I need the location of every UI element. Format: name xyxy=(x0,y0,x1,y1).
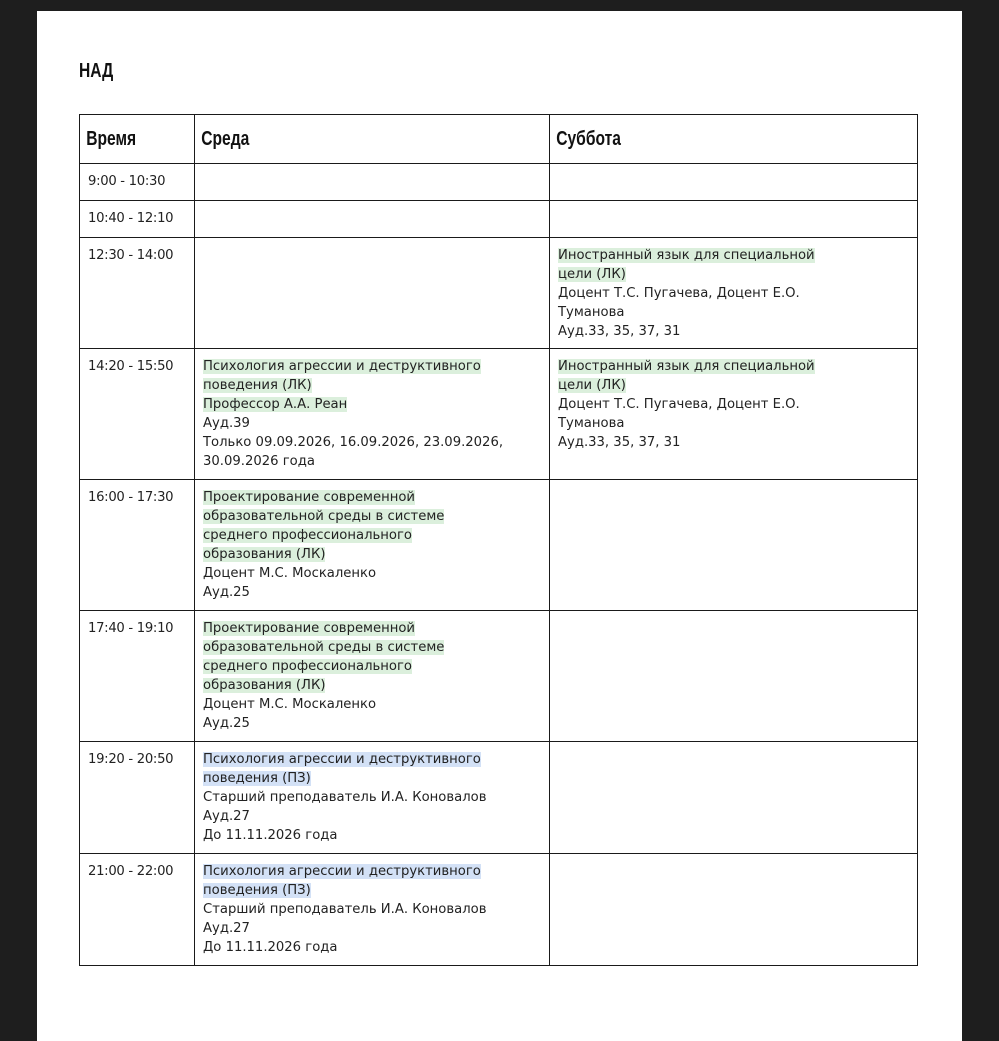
course-name: цели (ЛК) xyxy=(558,377,626,393)
wednesday-cell xyxy=(195,164,550,201)
teacher: Профессор А.А. Реан xyxy=(203,396,348,412)
course-name: Психология агрессии и деструктивного xyxy=(203,359,481,374)
class-entry xyxy=(195,854,549,958)
time-cell xyxy=(80,854,195,966)
saturday-cell xyxy=(550,164,918,201)
time-cell xyxy=(80,201,195,238)
teacher: Старший преподаватель И.А. Коновалов xyxy=(203,901,487,917)
course-name: Иностранный язык для специальной xyxy=(558,248,815,263)
header-cell-saturday xyxy=(550,115,918,164)
saturday-cell xyxy=(550,742,918,854)
time-slot: 14:20 - 15:50 xyxy=(88,359,174,374)
teacher: Доцент Т.С. Пугачева, Доцент Е.О. xyxy=(558,396,800,412)
header-time-label: Время xyxy=(86,128,137,150)
time-slot: 19:20 - 20:50 xyxy=(88,752,174,767)
course-name: Иностранный язык для специальной xyxy=(558,359,815,374)
document-title: НАД xyxy=(79,60,114,82)
table-row xyxy=(80,854,918,966)
time-slot: 17:40 - 19:10 xyxy=(88,621,174,636)
teacher: Доцент Т.С. Пугачева, Доцент Е.О. xyxy=(558,285,800,301)
class-entry xyxy=(550,238,917,342)
table-row xyxy=(80,480,918,611)
time-cell xyxy=(80,480,195,611)
course-name: Проектирование современной xyxy=(203,621,415,636)
room: Ауд.25 xyxy=(203,715,250,731)
header-saturday-label: Суббота xyxy=(556,128,621,150)
saturday-cell xyxy=(550,854,918,966)
time-slot: 10:40 - 12:10 xyxy=(88,211,174,226)
room: Ауд.27 xyxy=(203,808,250,824)
saturday-cell xyxy=(550,611,918,742)
course-name: поведения (ЛК) xyxy=(203,377,312,393)
table-row xyxy=(80,201,918,238)
class-entry xyxy=(195,480,549,602)
date-note: 30.09.2026 года xyxy=(203,453,315,469)
time-cell xyxy=(80,164,195,201)
time-cell xyxy=(80,611,195,742)
course-name: образования (ЛК) xyxy=(203,677,326,693)
course-name: образовательной среды в системе xyxy=(203,639,445,655)
course-name: среднего профессионального xyxy=(203,527,412,543)
table-row xyxy=(80,164,918,201)
saturday-cell xyxy=(550,238,918,349)
date-note: Только 09.09.2026, 16.09.2026, 23.09.2026, xyxy=(203,434,504,450)
course-name: цели (ЛК) xyxy=(558,266,626,282)
course-name: образовательной среды в системе xyxy=(203,508,445,524)
class-entry xyxy=(195,349,549,471)
time-slot: 12:30 - 14:00 xyxy=(88,248,174,263)
teacher: Туманова xyxy=(558,415,625,431)
teacher: Старший преподаватель И.А. Коновалов xyxy=(203,789,487,805)
course-name: среднего профессионального xyxy=(203,658,412,674)
header-cell-time xyxy=(80,115,195,164)
date-note: До 11.11.2026 года xyxy=(203,827,338,843)
teacher: Доцент М.С. Москаленко xyxy=(203,696,377,712)
header-row xyxy=(80,115,918,164)
wednesday-cell xyxy=(195,854,550,966)
time-slot: 16:00 - 17:30 xyxy=(88,490,174,505)
schedule-table xyxy=(79,114,918,966)
table-row xyxy=(80,238,918,349)
course-name: Психология агрессии и деструктивного xyxy=(203,864,481,879)
room: Ауд.33, 35, 37, 31 xyxy=(558,323,681,339)
time-slot: 9:00 - 10:30 xyxy=(88,174,166,189)
table-row xyxy=(80,611,918,742)
class-entry xyxy=(550,349,917,453)
course-name: образования (ЛК) xyxy=(203,546,326,562)
wednesday-cell xyxy=(195,480,550,611)
wednesday-cell xyxy=(195,742,550,854)
saturday-cell xyxy=(550,349,918,480)
course-name: Психология агрессии и деструктивного xyxy=(203,752,481,767)
wednesday-cell xyxy=(195,238,550,349)
room: Ауд.25 xyxy=(203,584,250,600)
time-cell xyxy=(80,238,195,349)
wednesday-cell xyxy=(195,201,550,238)
time-slot: 21:00 - 22:00 xyxy=(88,864,174,879)
teacher: Доцент М.С. Москаленко xyxy=(203,565,377,581)
time-cell xyxy=(80,742,195,854)
document-page xyxy=(37,11,962,1041)
course-name: поведения (ПЗ) xyxy=(203,770,311,786)
class-entry xyxy=(195,742,549,846)
teacher: Туманова xyxy=(558,304,625,320)
time-cell xyxy=(80,349,195,480)
saturday-cell xyxy=(550,201,918,238)
room: Ауд.33, 35, 37, 31 xyxy=(558,434,681,450)
header-cell-wednesday xyxy=(195,115,550,164)
wednesday-cell xyxy=(195,611,550,742)
table-row xyxy=(80,742,918,854)
course-name: поведения (ПЗ) xyxy=(203,882,311,898)
wednesday-cell xyxy=(195,349,550,480)
date-note: До 11.11.2026 года xyxy=(203,939,338,955)
saturday-cell xyxy=(550,480,918,611)
header-wednesday-label: Среда xyxy=(201,128,250,150)
table-row xyxy=(80,349,918,480)
room: Ауд.39 xyxy=(203,415,250,431)
course-name: Проектирование современной xyxy=(203,490,415,505)
class-entry xyxy=(195,611,549,733)
room: Ауд.27 xyxy=(203,920,250,936)
